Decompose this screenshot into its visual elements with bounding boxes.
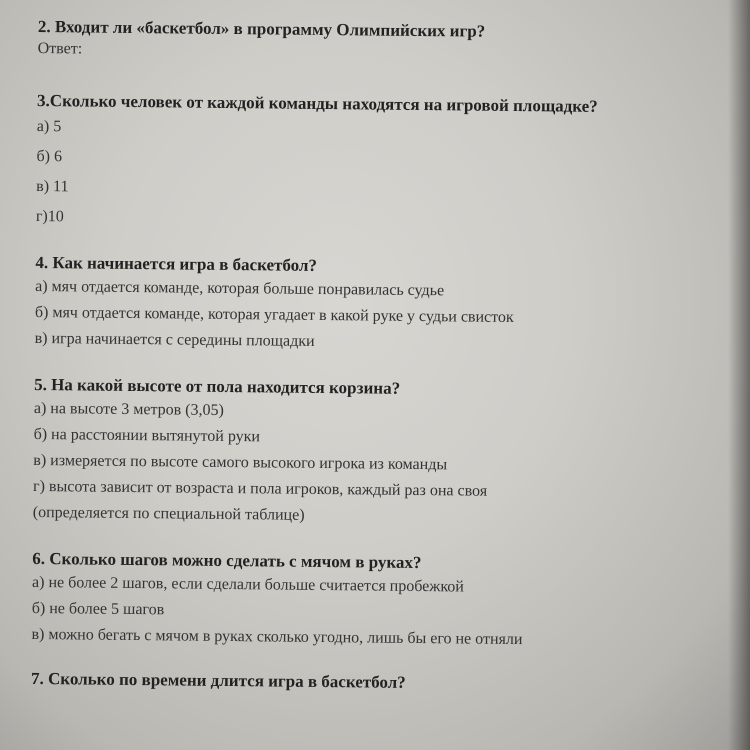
option-b: б) 6 <box>36 147 63 166</box>
option-a: а) 5 <box>36 117 62 136</box>
question-3 <box>36 90 747 239</box>
question-title: 5. На какой высоте от пола находится корзина? <box>34 374 401 398</box>
option-c: в) игра начинается с середины площадки <box>34 329 315 350</box>
question-5 <box>33 374 745 533</box>
option-c: в) 11 <box>36 177 69 196</box>
question-title: 4. Как начинается игра в баскетбол? <box>35 252 318 275</box>
answer-label: Ответ: <box>37 39 83 58</box>
option-b: б) не более 5 шагов <box>31 599 165 619</box>
question-6 <box>31 548 742 655</box>
question-4 <box>34 252 745 359</box>
option-a: а) не более 2 шагов, если сделали больше считается пробежкой <box>31 573 464 596</box>
question-title: 7. Сколько по времени длится игра в баскетбол? <box>30 668 406 692</box>
option-b: б) на расстоянии вытянутой руки <box>33 425 261 446</box>
question-title: 2. Входит ли «баскетбол» в программу Олимпийских игр? <box>37 16 486 41</box>
option-d: г)10 <box>35 207 64 226</box>
paper-edge-shadow <box>728 0 750 750</box>
option-b: б) мяч отдается команде, которая угадает в какой руке у судьи свисток <box>34 303 514 326</box>
option-d: г) высота зависит от возраста и пола игроков, каждый раз она своя <box>32 477 488 500</box>
option-a: а) мяч отдается команде, которая больше понравилась судье <box>35 277 445 300</box>
question-title: 3.Сколько человек от каждой команды находятся на игровой площадке? <box>37 90 598 116</box>
option-c: в) можно бегать с мячом в руках сколько угодно, лишь бы его не отняли <box>31 625 523 649</box>
option-d-continued: (определяется по специальной таблице) <box>32 503 305 524</box>
option-c: в) измеряется по высоте самого высокого игрока из команды <box>33 451 448 474</box>
question-2 <box>38 16 748 67</box>
question-title: 6. Сколько шагов можно сделать с мячом в руках? <box>32 548 422 573</box>
worksheet-page <box>31 16 748 697</box>
option-a: а) на высоте 3 метров (3,05) <box>33 399 224 419</box>
